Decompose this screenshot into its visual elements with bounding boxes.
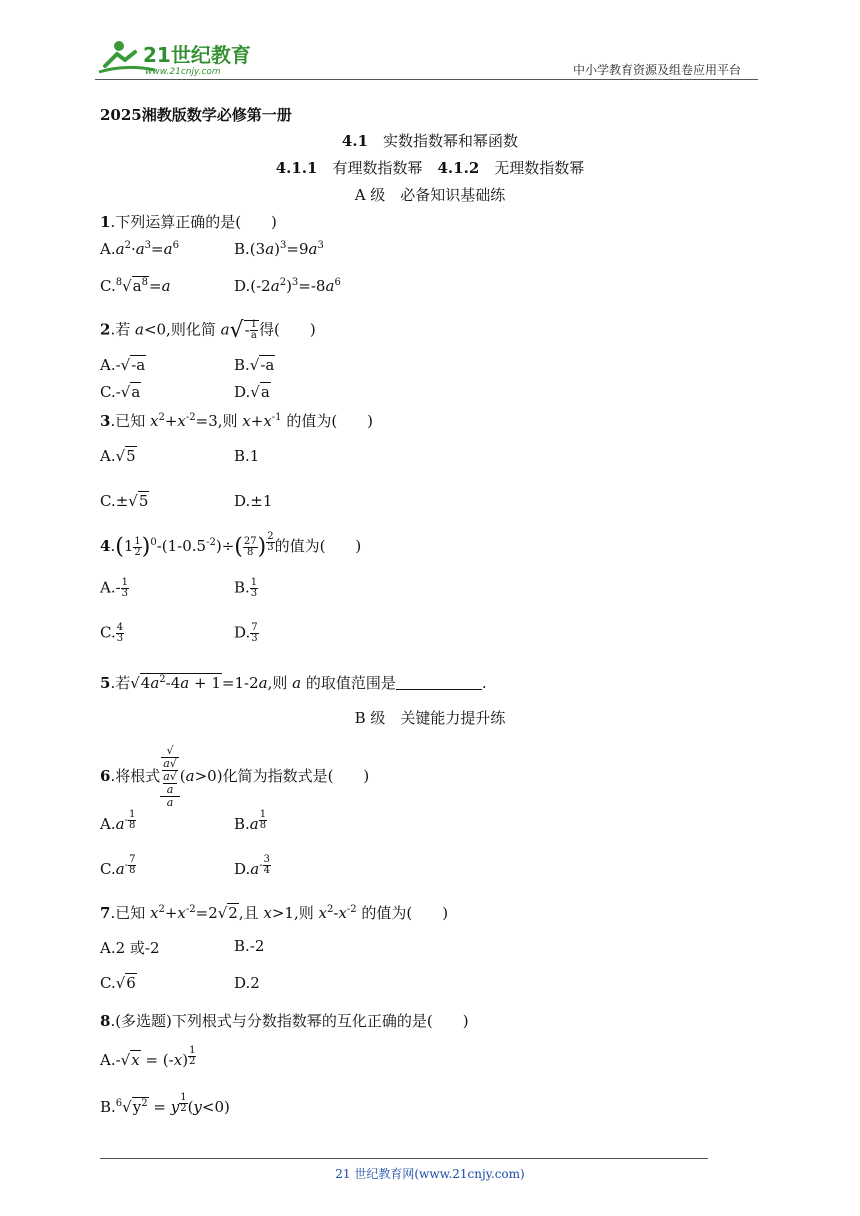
question-7: 7.已知 $x^2+x^{-2}=2√2$,且 x>1,则 $x^2-x^{-2}$ 的值为( ) bbox=[100, 904, 449, 922]
q2-option-a: A.-√-a bbox=[100, 356, 146, 374]
svg-text:www.21cnjy.com: www.21cnjy.com bbox=[145, 67, 221, 77]
q7-option-c: C.√6 bbox=[100, 974, 136, 992]
footer-divider bbox=[100, 1158, 708, 1159]
q1-option-a: $A.a^2\cdot a^3=a^6$ bbox=[100, 240, 179, 258]
question-4: 4.(1 $\frac{1}{2}$ )$^0-(1-0.5^{-2})\div$( $\frac{27}{8}$ ) $^{\frac{2}{3}}$ 的值为( ) bbox=[100, 531, 362, 560]
q1-option-b: $B.(3a)^3=9a^3$ bbox=[234, 240, 324, 258]
section-heading-1: 4.1 实数指数幂和幂函数 bbox=[341, 132, 519, 150]
q6-option-a: $A.a^{- \frac{1}{8}}$ bbox=[100, 809, 136, 833]
q7-option-a: A.2 或-2 bbox=[100, 939, 160, 957]
q4-option-b: B. $\frac{1}{3}$ bbox=[234, 577, 258, 599]
q2-option-d: D.√a bbox=[234, 383, 270, 401]
q3-option-a: A.√5 bbox=[100, 447, 136, 465]
q2-option-c: C.-√a bbox=[100, 383, 141, 401]
question-2: 2.若 a<0,则化简 a√- $\frac{1}{a}$ 得( ) bbox=[100, 318, 316, 343]
header-divider bbox=[95, 79, 758, 80]
q7-option-b: B.-2 bbox=[234, 937, 265, 955]
question-8: 8.(多选题)下列根式与分数指数幂的互化正确的是( ) bbox=[100, 1012, 469, 1030]
q6-option-d: $D.a^{- \frac{3}{4}}$ bbox=[234, 854, 270, 878]
q3-option-b: B.1 bbox=[234, 447, 260, 465]
document-title: 2025湘教版数学必修第一册 bbox=[100, 106, 292, 124]
section-heading-2: 4.1.1 有理数指数幂 4.1.2 无理数指数幂 bbox=[275, 159, 585, 177]
q1-option-d: $D.(-2a^2)^3=-8a^6$ bbox=[234, 277, 341, 295]
site-logo bbox=[95, 36, 260, 80]
footer-text[interactable]: 21 世纪教育网(www.21cnjy.com) bbox=[335, 1167, 525, 1181]
q4-option-a: A.- $\frac{1}{3}$ bbox=[100, 577, 129, 599]
answer-blank bbox=[396, 675, 482, 690]
q8-option-a: A.-√x = (-x) $^{\frac{1}{2}}$ bbox=[100, 1045, 196, 1069]
q3-option-d: D.±1 bbox=[234, 492, 273, 510]
q2-option-b: B.√-a bbox=[234, 356, 275, 374]
q6-option-b: B.a $^{\frac{1}{8}}$ bbox=[234, 809, 267, 833]
level-b-heading: B 级 关键能力提升练 bbox=[354, 709, 506, 727]
q1-option-c: $C.^8√a^8=a$ bbox=[100, 277, 171, 295]
question-5: 5.若$√4a^2-4a + 1=1-2a$,则 a 的取值范围是 . bbox=[100, 674, 487, 692]
question-1: 1.下列运算正确的是( ) bbox=[100, 213, 277, 231]
q8-option-b: $B.^6√y^2 = y$ $^{\frac{1}{2}}$ (y<0) bbox=[100, 1092, 230, 1116]
level-a-heading: A 级 必备知识基础练 bbox=[354, 186, 506, 204]
question-6: 6.将根式 √ a√ a√ a a (a>0)化简为指数式是( ) bbox=[100, 744, 370, 809]
q7-option-d: D.2 bbox=[234, 974, 260, 992]
q3-option-c: C.±√5 bbox=[100, 492, 149, 510]
logo-text: 21世纪教育 bbox=[143, 43, 251, 67]
question-3: 3.已知 $x^2+x^{-2}=3$,则 $x+x^{-1}$ 的值为( ) bbox=[100, 412, 374, 430]
q6-option-c: $C.a^{- \frac{7}{8}}$ bbox=[100, 854, 136, 878]
q4-option-c: C. $\frac{4}{3}$ bbox=[100, 622, 124, 644]
header-platform-text: 中小学教育资源及组卷应用平台 bbox=[573, 63, 742, 77]
q4-option-d: D. $\frac{7}{3}$ bbox=[234, 622, 258, 644]
